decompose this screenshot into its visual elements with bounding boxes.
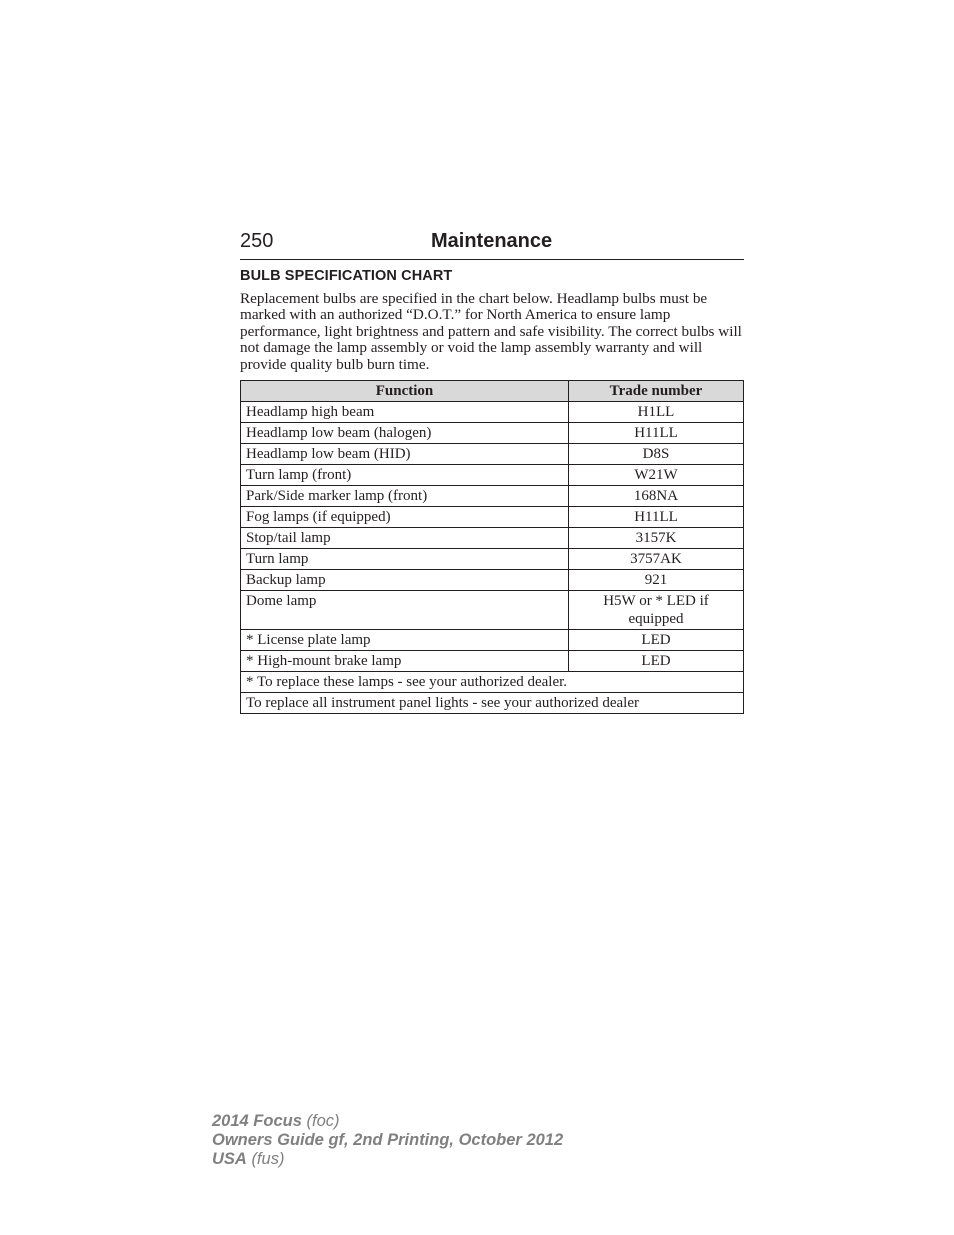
- function-cell: Headlamp low beam (halogen): [241, 423, 569, 444]
- trade-number-cell: 168NA: [569, 486, 744, 507]
- footer-market: USA: [212, 1150, 247, 1168]
- function-cell: Turn lamp (front): [241, 465, 569, 486]
- page-number: 250: [240, 230, 274, 252]
- page-header: [240, 229, 744, 260]
- table-row: [241, 630, 744, 651]
- chart-heading: BULB SPECIFICATION CHART: [240, 268, 453, 284]
- table-row: [241, 444, 744, 465]
- footer-market-code: (fus): [251, 1150, 285, 1168]
- trade-number-cell: LED: [569, 651, 744, 672]
- trade-number-cell: H11LL: [569, 423, 744, 444]
- table-row: [241, 507, 744, 528]
- footer-model-code: (foc): [306, 1112, 340, 1130]
- table-row: [241, 402, 744, 423]
- function-cell: Turn lamp: [241, 549, 569, 570]
- table-row: [241, 465, 744, 486]
- table-note-row: [241, 693, 744, 714]
- trade-number-cell: H5W or * LED if equipped: [569, 591, 744, 630]
- function-cell: Backup lamp: [241, 570, 569, 591]
- table-row: [241, 651, 744, 672]
- table-note: To replace all instrument panel lights - see your authorized dealer: [241, 693, 744, 714]
- trade-number-cell: H11LL: [569, 507, 744, 528]
- function-cell: Headlamp low beam (HID): [241, 444, 569, 465]
- page-footer: [212, 1112, 563, 1169]
- trade-number-cell: D8S: [569, 444, 744, 465]
- function-cell: * License plate lamp: [241, 630, 569, 651]
- table-note: * To replace these lamps - see your authorized dealer.: [241, 672, 744, 693]
- footer-line-guide: [212, 1131, 563, 1150]
- trade-number-cell: 3757AK: [569, 549, 744, 570]
- table-row: [241, 486, 744, 507]
- footer-guide-info: Owners Guide gf, 2nd Printing, October 2012: [212, 1131, 564, 1149]
- function-cell: Stop/tail lamp: [241, 528, 569, 549]
- trade-number-cell: H1LL: [569, 402, 744, 423]
- footer-model: 2014 Focus: [212, 1112, 302, 1130]
- table-header-row: [241, 381, 744, 402]
- table-row: [241, 549, 744, 570]
- function-cell: Fog lamps (if equipped): [241, 507, 569, 528]
- trade-number-cell: 3157K: [569, 528, 744, 549]
- table-row: [241, 528, 744, 549]
- trade-number-cell: W21W: [569, 465, 744, 486]
- trade-number-cell: LED: [569, 630, 744, 651]
- footer-line-model: [212, 1112, 563, 1131]
- table-row: [241, 591, 744, 630]
- function-cell: Park/Side marker lamp (front): [241, 486, 569, 507]
- function-column-header: Function: [241, 381, 569, 402]
- table-note-row: [241, 672, 744, 693]
- function-cell: Headlamp high beam: [241, 402, 569, 423]
- function-cell: Dome lamp: [241, 591, 569, 630]
- table-row: [241, 423, 744, 444]
- section-title: Maintenance: [431, 230, 553, 252]
- function-cell: * High-mount brake lamp: [241, 651, 569, 672]
- trade-number-column-header: Trade number: [569, 381, 744, 402]
- intro-paragraph: Replacement bulbs are specified in the chart below. Headlamp bulbs must be marked with an authorized “D.O.T.” for North America to ensure lamp performance, light brightness and pattern and safe visibility. The correct bulbs will not damage the lamp assembly or void the lamp assembly warranty and will provide quality bulb burn time.: [240, 290, 742, 373]
- table-row: [241, 570, 744, 591]
- trade-number-cell: 921: [569, 570, 744, 591]
- footer-line-market: [212, 1150, 563, 1169]
- bulb-spec-table: [240, 380, 744, 714]
